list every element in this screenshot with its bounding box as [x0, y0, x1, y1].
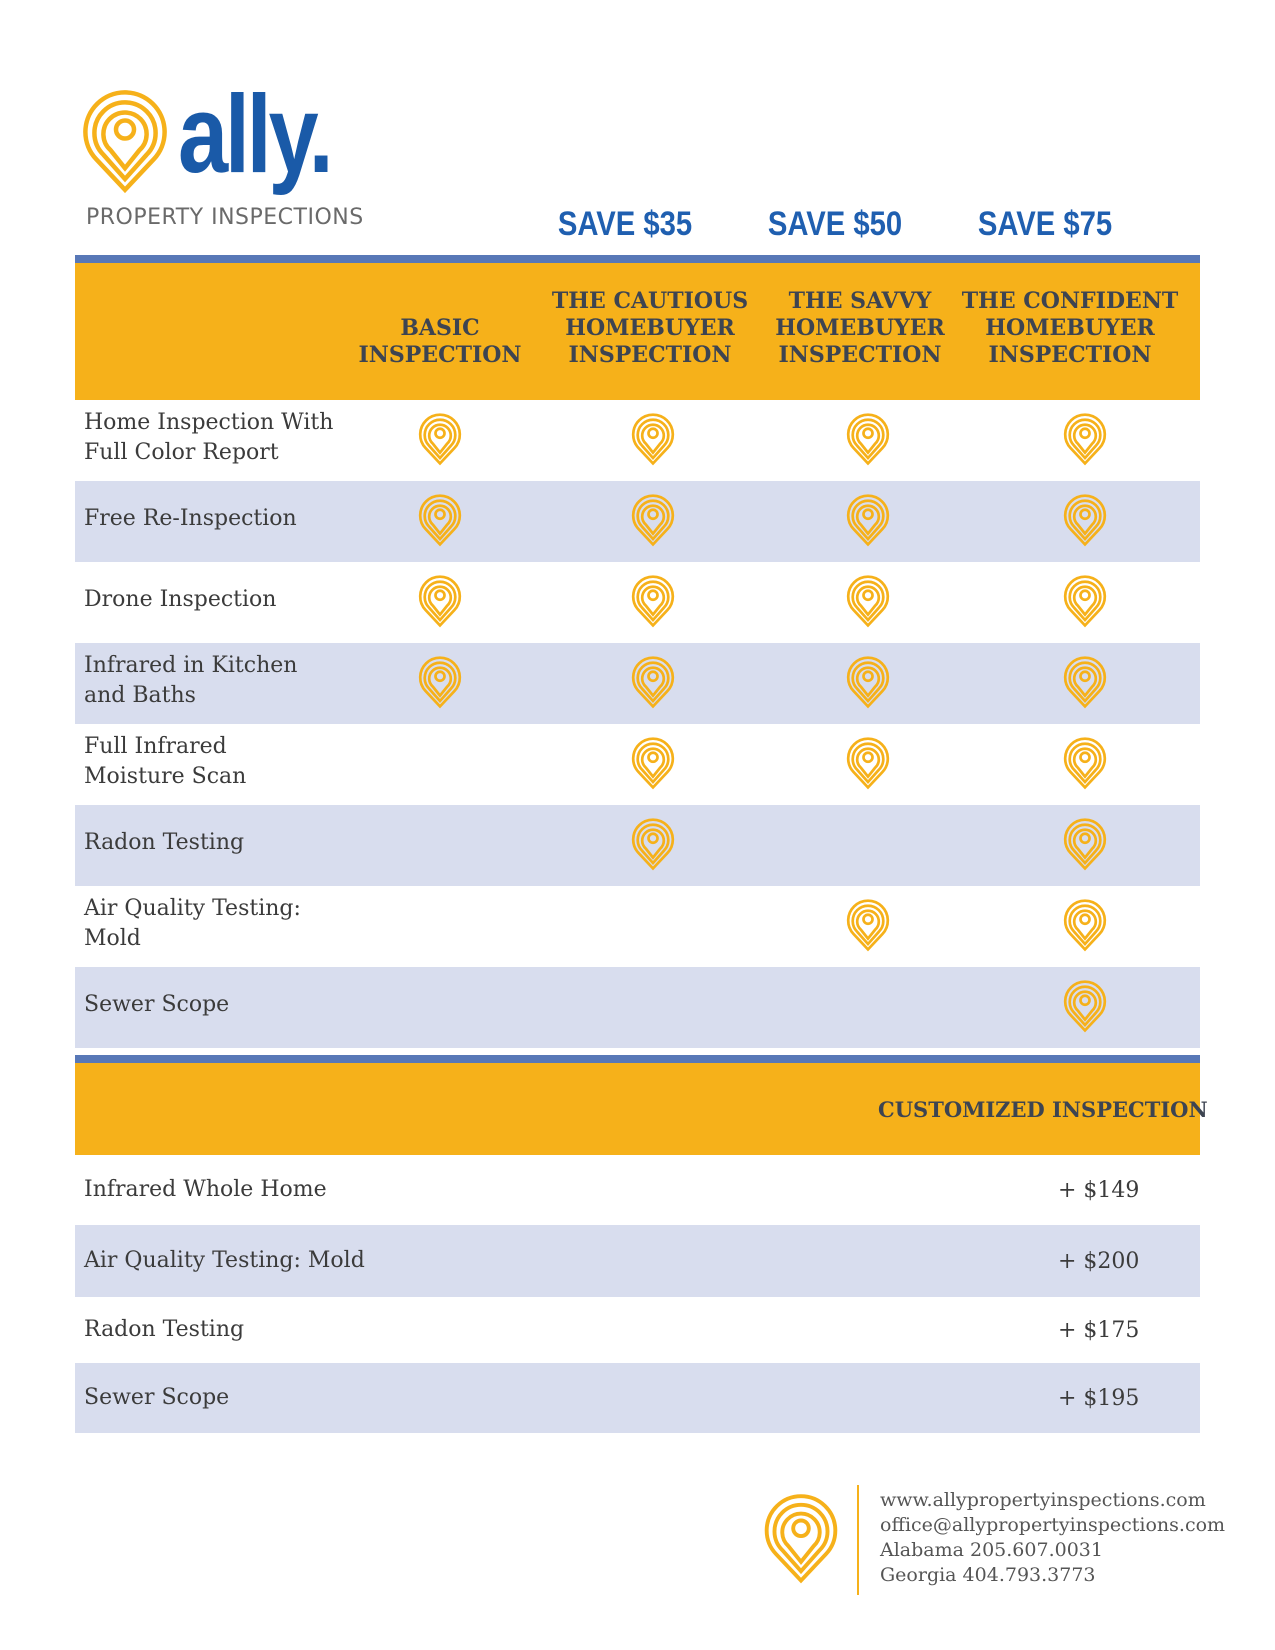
ally-logo-icon — [80, 88, 170, 198]
customized-price: + $175 — [1058, 1318, 1140, 1343]
feature-label: Sewer Scope — [84, 991, 230, 1017]
included-check-icon — [845, 575, 891, 629]
customized-price: + $200 — [1058, 1249, 1140, 1274]
included-check-icon — [1062, 656, 1108, 710]
footer-logo-icon — [762, 1492, 840, 1588]
contact-email[interactable]: office@allypropertyinspections.com — [880, 1514, 1226, 1536]
included-check-icon — [1062, 980, 1108, 1034]
customized-row — [75, 1363, 1200, 1433]
save-label: SAVE $50 — [767, 205, 903, 243]
included-check-icon — [630, 575, 676, 629]
customized-price: + $195 — [1058, 1386, 1140, 1411]
included-check-icon — [1062, 818, 1108, 872]
feature-label: Home Inspection With Full Color Report — [84, 409, 334, 465]
footer-divider — [857, 1485, 859, 1595]
plan-heading-cautious: THE CAUTIOUS HOMEBUYER INSPECTION — [551, 288, 749, 368]
included-check-icon — [1062, 494, 1108, 548]
included-check-icon — [630, 494, 676, 548]
included-check-icon — [845, 656, 891, 710]
feature-label: Radon Testing — [84, 829, 245, 855]
contact-website[interactable]: www.allypropertyinspections.com — [880, 1489, 1206, 1511]
included-check-icon — [630, 737, 676, 791]
customized-label: Infrared Whole Home — [84, 1177, 327, 1202]
feature-label: Air Quality Testing: Mold — [84, 895, 301, 951]
contact-georgia-phone: Georgia 404.793.3773 — [880, 1564, 1096, 1586]
included-check-icon — [630, 656, 676, 710]
customized-label: Sewer Scope — [84, 1385, 230, 1410]
customized-title: CUSTOMIZED INSPECTION — [878, 1097, 1208, 1122]
included-check-icon — [845, 494, 891, 548]
plan-heading-confident: THE CONFIDENT HOMEBUYER INSPECTION — [961, 288, 1179, 368]
header-rule — [75, 255, 1200, 263]
included-check-icon — [417, 575, 463, 629]
included-check-icon — [417, 413, 463, 467]
feature-label: Full Infrared Moisture Scan — [84, 733, 247, 789]
feature-label: Drone Inspection — [84, 586, 277, 612]
contact-alabama-phone: Alabama 205.607.0031 — [880, 1539, 1103, 1561]
included-check-icon — [845, 737, 891, 791]
brand-name: ally. — [178, 73, 331, 196]
feature-label: Infrared in Kitchen and Baths — [84, 652, 298, 708]
customized-label: Air Quality Testing: Mold — [84, 1248, 365, 1273]
included-check-icon — [845, 899, 891, 953]
included-check-icon — [1062, 899, 1108, 953]
feature-row — [75, 967, 1200, 1048]
included-check-icon — [630, 413, 676, 467]
section-rule — [75, 1055, 1200, 1063]
included-check-icon — [1062, 413, 1108, 467]
included-check-icon — [845, 413, 891, 467]
included-check-icon — [417, 656, 463, 710]
brand-tagline: PROPERTY INSPECTIONS — [86, 205, 364, 230]
included-check-icon — [417, 494, 463, 548]
plan-heading-basic: BASIC INSPECTION — [358, 315, 522, 368]
included-check-icon — [630, 818, 676, 872]
included-check-icon — [1062, 575, 1108, 629]
feature-label: Free Re-Inspection — [84, 505, 297, 531]
customized-label: Radon Testing — [84, 1317, 245, 1342]
plan-heading-savvy: THE SAVVY HOMEBUYER INSPECTION — [775, 288, 945, 368]
save-label: SAVE $35 — [557, 205, 693, 243]
included-check-icon — [1062, 737, 1108, 791]
save-label: SAVE $75 — [977, 205, 1113, 243]
customized-price: + $149 — [1058, 1178, 1140, 1203]
